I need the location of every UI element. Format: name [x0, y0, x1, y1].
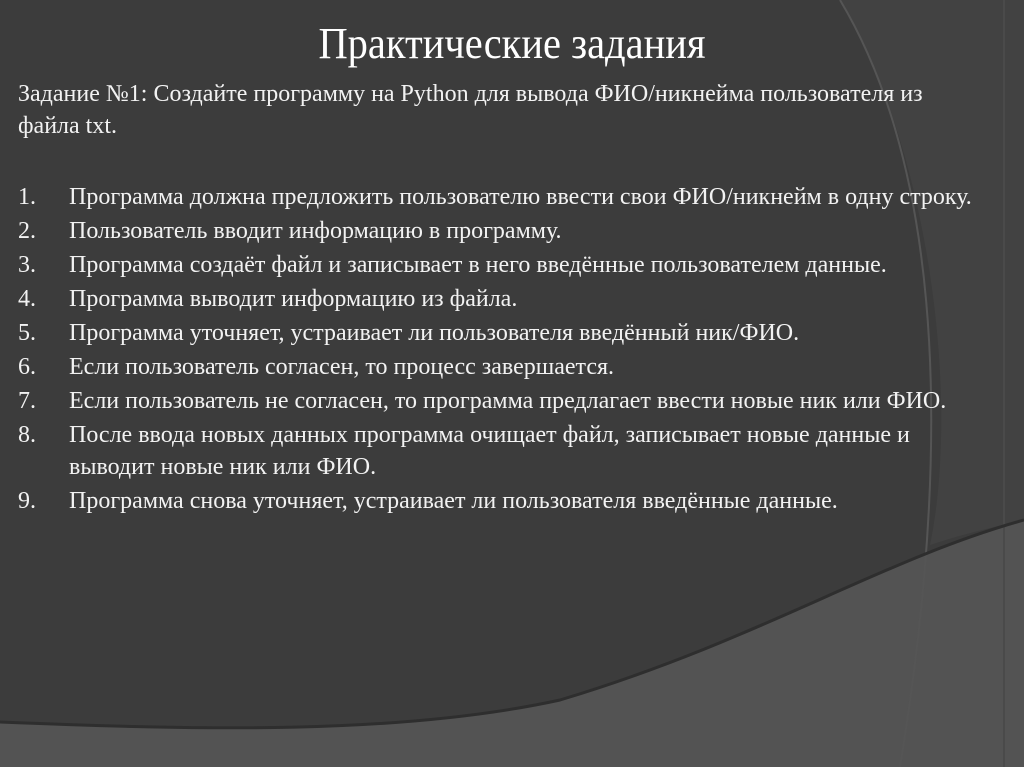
step-number: 5. — [18, 320, 36, 346]
step-text: Пользователь вводит информацию в программу. — [69, 218, 562, 244]
step-number: 4. — [18, 286, 36, 312]
step-item — [18, 419, 998, 483]
slide-title: Практические задания — [318, 19, 706, 68]
step-text: После ввода новых данных программа очищает файл, записывает новые данные и выводит новые ник или ФИО. — [69, 422, 910, 480]
step-text: Программа должна предложить пользователю ввести свои ФИО/никнейм в одну строку. — [69, 184, 972, 210]
step-number: 8. — [18, 422, 36, 448]
step-text: Если пользователь согласен, то процесс завершается. — [69, 354, 615, 380]
step-item — [18, 385, 998, 417]
step-item — [18, 283, 998, 315]
step-text: Программа выводит информацию из файла. — [69, 286, 518, 312]
step-item — [18, 249, 998, 281]
step-number: 2. — [18, 218, 36, 244]
step-number: 6. — [18, 354, 36, 380]
step-item — [18, 485, 998, 517]
step-item — [18, 317, 998, 349]
step-text: Программа уточняет, устраивает ли пользователя введённый ник/ФИО. — [69, 320, 800, 346]
step-item — [18, 181, 998, 213]
step-text: Программа снова уточняет, устраивает ли пользователя введённые данные. — [69, 488, 838, 514]
step-number: 7. — [18, 388, 36, 414]
step-text: Программа создаёт файл и записывает в него введённые пользователем данные. — [69, 252, 887, 278]
steps-list — [18, 181, 998, 519]
step-number: 9. — [18, 488, 36, 514]
step-item — [18, 351, 998, 383]
step-text: Если пользователь не согласен, то программа предлагает ввести новые ник или ФИО. — [69, 388, 947, 414]
task-intro: Задание №1: Создайте программу на Python для вывода ФИО/никнейма пользователя из файла txt. — [18, 81, 923, 139]
step-number: 1. — [18, 184, 36, 210]
step-item — [18, 215, 998, 247]
step-number: 3. — [18, 252, 36, 278]
